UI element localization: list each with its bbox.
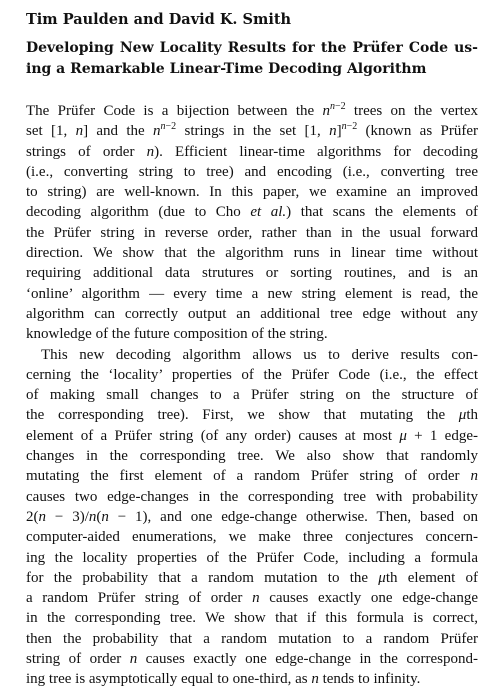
abstract-line: computer-aided enumerations, we make three conjectures concern- — [26, 529, 478, 546]
abstract-line: cerning the ‘locality’ properties of the Prüfer Code (i.e., the effect — [26, 366, 478, 383]
abstract-line: algorithm can correctly output an additional tree edge without any — [26, 305, 478, 322]
abstract-line: The Prüfer Code is a bijection between the $n^{n-2}$ trees on the vertex — [26, 101, 478, 119]
abstract-line: string of order n causes exactly one edge-change in the correspond- — [26, 651, 478, 668]
abstract-line: mutating the first element of a random Prüfer string of order n — [26, 468, 478, 485]
abstract-line: strings of order n). Efficient linear-time algorithms for decoding — [26, 143, 478, 160]
abstract-line: the corresponding tree). First, we show that mutating the μth — [26, 407, 478, 424]
abstract-line: decoding algorithm (due to Cho et al.) that scans the elements of — [26, 204, 478, 221]
abstract-line: 2(n − 3)/n(n − 1), and one edge-change otherwise. Then, based on — [26, 508, 478, 525]
abstract-line: changes in the corresponding tree. We also show that randomly — [26, 448, 478, 465]
abstract-line: a random Prüfer string of order n causes exactly one edge-change — [26, 590, 478, 607]
abstract-line: for the probability that a random mutation to the μth element of — [26, 569, 478, 586]
paper-title — [26, 38, 478, 80]
abstract-line: knowledge of the future composition of the string. — [26, 326, 328, 343]
abstract-line: then the probability that a random mutation to a random Prüfer — [26, 630, 478, 647]
paper-page — [26, 10, 478, 690]
abstract-paragraph-1 — [26, 101, 478, 345]
abstract-line: This new decoding algorithm allows us to derive results con- — [41, 346, 478, 363]
abstract — [26, 101, 478, 690]
abstract-line: ing tree is asymptotically equal to one-third, as n tends to infinity. — [26, 671, 421, 688]
abstract-line: set [1, n] and the $n^{n-2}$ strings in the set [1, n]$^{n-2}$ (known as Prüfer — [26, 121, 478, 140]
abstract-line: the Prüfer string in reverse order, rather than in the usual forward — [26, 224, 478, 241]
abstract-line: of making small changes to a Prüfer string on the structure of — [26, 387, 478, 404]
abstract-line: requiring additional data strutures or sorting routines, and is an — [26, 265, 478, 282]
title-line: Developing New Locality Results for the Prüfer Code us- — [26, 40, 478, 56]
abstract-line: ‘online’ algorithm — every time a new string element is read, the — [26, 285, 478, 302]
abstract-line: causes two edge-changes in the corresponding tree with probability — [26, 488, 478, 505]
author-line: Tim Paulden and David K. Smith — [26, 11, 292, 28]
abstract-paragraph-2 — [26, 345, 478, 690]
abstract-line: in the corresponding tree. We show that if this formula is correct, — [26, 610, 478, 627]
abstract-line: (i.e., converting string to tree) and encoding (i.e., converting tree — [26, 163, 478, 180]
abstract-line: to string) are well-known. In this paper, we examine an improved — [26, 184, 478, 201]
title-line: ing a Remarkable Linear-Time Decoding Algorithm — [26, 61, 427, 77]
abstract-line: ing the locality properties of the Prüfer Code, including a formula — [26, 549, 478, 566]
abstract-line: direction. We show that the algorithm runs in linear time without — [26, 245, 478, 262]
abstract-line: element of a Prüfer string (of any order) causes at most μ + 1 edge- — [26, 427, 478, 444]
